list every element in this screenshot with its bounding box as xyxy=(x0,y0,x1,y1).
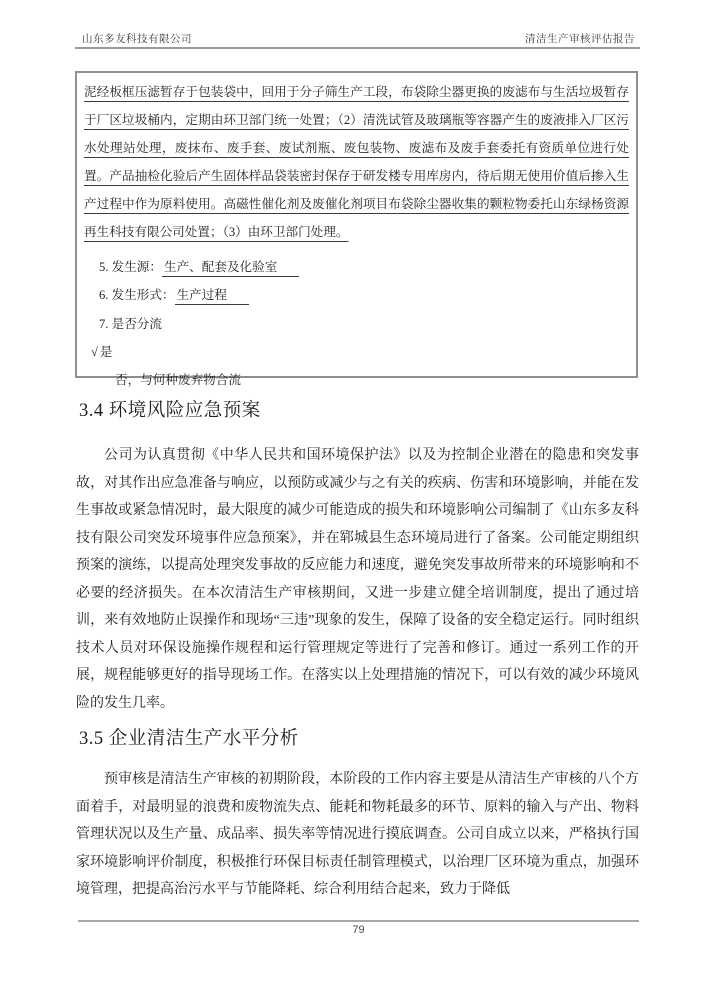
footer-rule xyxy=(78,920,639,922)
form-item-occurrence-form xyxy=(99,281,629,309)
form-item-list xyxy=(91,253,629,394)
section-heading-3-4: 3.4 环境风险应急预案 xyxy=(79,401,261,421)
check-mark-icon: √ xyxy=(91,344,98,359)
header-rule xyxy=(75,47,640,49)
page-header xyxy=(76,31,639,46)
diversion-option-no: 否，与何种废弃物合流 xyxy=(115,373,241,388)
form-item-diversion-question: 7. 是否分流 xyxy=(99,316,162,331)
form-item-occurrence-form-value: 生产过程 xyxy=(175,288,249,305)
section-3-4-paragraph: 公司为认真贯彻《中华人民共和国环境保护法》以及为控制企业潜在的隐患和突发事故，对其作出应急准备与响应，以预防或减少与之有关的疾病、伤害和环境影响，并能在发生事故或紧急情况时，最大限度的减少可能造成的损失和环境影响公司编制了《山东多友科技有限公司突发环境事件应急预案》，并在郓城县生态环境局进行了备案。公司能定期组织预案的演练，以提高处理突发事故的反应能力和速度，避免突发事故所带来的环境影响和不必要的经济损失。在本次清洁生产审核期间，又进一步建立健全培训制度，提出了通过培训，来有效地防止误操作和现场“三违”现象的发生，保障了设备的安全稳定运行。同时组织技术人员对环保设施操作规程和运行管理规定等进行了完善和修订。通过一系列工作的开展，规程能够更好的指导现场工作。在落实以上处理措施的情况下，可以有效的减少环境风险的发生几率。 xyxy=(76,448,639,711)
header-report-title: 清洁生产审核评估报告 xyxy=(525,34,635,45)
form-item-occurrence-form-label: 6. 发生形式： xyxy=(99,288,175,303)
diversion-option-yes xyxy=(91,338,629,366)
section-heading-3-5: 3.5 企业清洁生产水平分析 xyxy=(79,729,299,749)
diversion-option-yes-label: 是 xyxy=(99,344,113,359)
form-item-source-label: 5. 发生源： xyxy=(99,260,162,274)
waste-form-box xyxy=(75,71,638,388)
form-item-source-value: 生产、配套及化验室 xyxy=(162,260,299,277)
form-item-source xyxy=(99,253,629,281)
page-number: 79 xyxy=(352,924,365,936)
section-3-5-paragraph: 预审核是清洁生产审核的初期阶段，本阶段的工作内容主要是从清洁生产审核的八个方面着手，对最明显的浪费和废物流失点、能耗和物耗最多的环节、原料的输入与产出、物料管理状况以及生产量、成品率、损失率等情况进行摸底调查。公司自成立以来，严格执行国家环境影响评价制度，积极推行环保目标责任制管理模式，以治理厂区环境为重点，加强环境管理，把提高治污水平与节能降耗、综合利用结合起来，致力于降低 xyxy=(76,772,639,897)
header-company-name: 山东多友科技有限公司 xyxy=(82,34,192,45)
waste-disposal-continuation-text: 泥经板框压滤暂存于包装袋中，回用于分子筛生产工段，布袋除尘器更换的废滤布与生活垃圾暂存于厂区垃圾桶内，定期由环卫部门统一处置；（2）清洗试管及玻璃瓶等容器产生的废液排入厂区污水处理站处理，废抹布、废手套、废试剂瓶、废包装物、废滤布及废手套委托有资质单位进行处置。产品抽检化验后产生固体样品袋装密封保存于研发楼专用库房内，待后期无使用价值后掺入生产过程中作为原料使用。高磁性催化剂及废催化剂项目布袋除尘器收集的颗粒物委托山东绿杨资源再生科技有限公司处置；（3）由环卫部门处理。 xyxy=(84,85,629,239)
